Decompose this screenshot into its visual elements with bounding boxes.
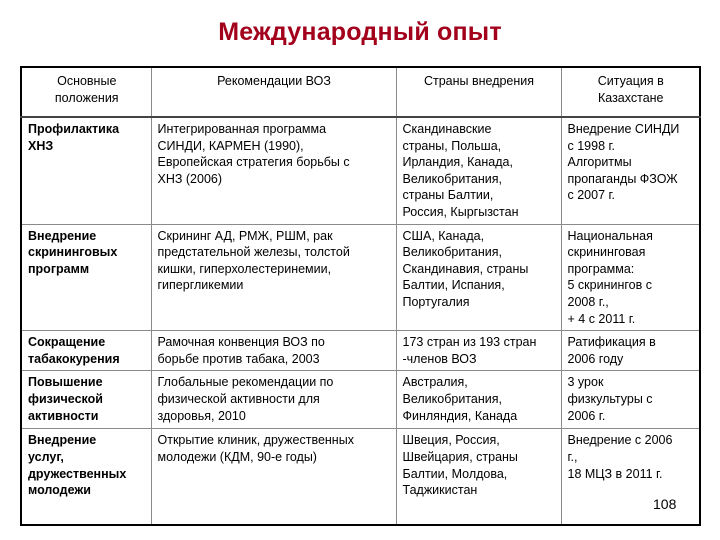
- cell-who-recommendation: Глобальные рекомендации по физической активности для здоровья, 2010: [151, 371, 396, 429]
- table-row: [21, 331, 700, 371]
- cell-countries: Австралия, Великобритания, Финляндия, Канада: [396, 371, 561, 429]
- table-row: [21, 371, 700, 429]
- cell-who-recommendation: Открытие клиник, дружественных молодежи (КДМ, 90-е годы): [151, 429, 396, 525]
- international-experience-table: [20, 66, 701, 526]
- page-number: 108: [653, 496, 677, 512]
- cell-provision: Сокращение табакокурения: [21, 331, 151, 371]
- cell-countries: США, Канада, Великобритания, Скандинавия, страны Балтии, Испания, Португалия: [396, 224, 561, 331]
- table-row: [21, 117, 700, 224]
- table-row: [21, 429, 700, 525]
- cell-kazakhstan: Внедрение СИНДИ с 1998 г. Алгоритмы пропаганды ФЗОЖ с 2007 г.: [561, 117, 700, 224]
- cell-kazakhstan: Ратификация в 2006 году: [561, 331, 700, 371]
- column-header-kazakhstan-situation: Ситуация в Казахстане: [561, 67, 700, 117]
- page-title: Международный опыт: [218, 18, 502, 46]
- cell-countries: Швеция, Россия, Швейцария, страны Балтии, Молдова, Таджикистан: [396, 429, 561, 525]
- cell-kazakhstan: Внедрение с 2006 г., 18 МЦЗ в 2011 г.: [561, 429, 700, 525]
- cell-countries: 173 стран из 193 стран -членов ВОЗ: [396, 331, 561, 371]
- cell-provision: Повышение физической активности: [21, 371, 151, 429]
- cell-kazakhstan: 3 урок физкультуры с 2006 г.: [561, 371, 700, 429]
- cell-who-recommendation: Интегрированная программа СИНДИ, КАРМЕН (1990), Европейская стратегия борьбы с ХНЗ (2006): [151, 117, 396, 224]
- cell-countries: Скандинавские страны, Польша, Ирландия, Канада, Великобритания, страны Балтии, Россия, Кыргызстан: [396, 117, 561, 224]
- cell-provision: Внедрение услуг, дружественных молодежи: [21, 429, 151, 525]
- cell-who-recommendation: Скрининг АД, РМЖ, РШМ, рак предстательной железы, толстой кишки, гиперхолестеринемии, гипергликемии: [151, 224, 396, 331]
- table-header-row: [21, 67, 700, 117]
- cell-provision: Профилактика ХНЗ: [21, 117, 151, 224]
- column-header-who-recommendations: Рекомендации ВОЗ: [151, 67, 396, 117]
- table-row: [21, 224, 700, 331]
- cell-who-recommendation: Рамочная конвенция ВОЗ по борьбе против табака, 2003: [151, 331, 396, 371]
- cell-kazakhstan: Национальная скрининговая программа: 5 скринингов с 2008 г., + 4 с 2011 г.: [561, 224, 700, 331]
- cell-provision: Внедрение скрининговых программ: [21, 224, 151, 331]
- column-header-main-provisions: Основные положения: [21, 67, 151, 117]
- column-header-implementing-countries: Страны внедрения: [396, 67, 561, 117]
